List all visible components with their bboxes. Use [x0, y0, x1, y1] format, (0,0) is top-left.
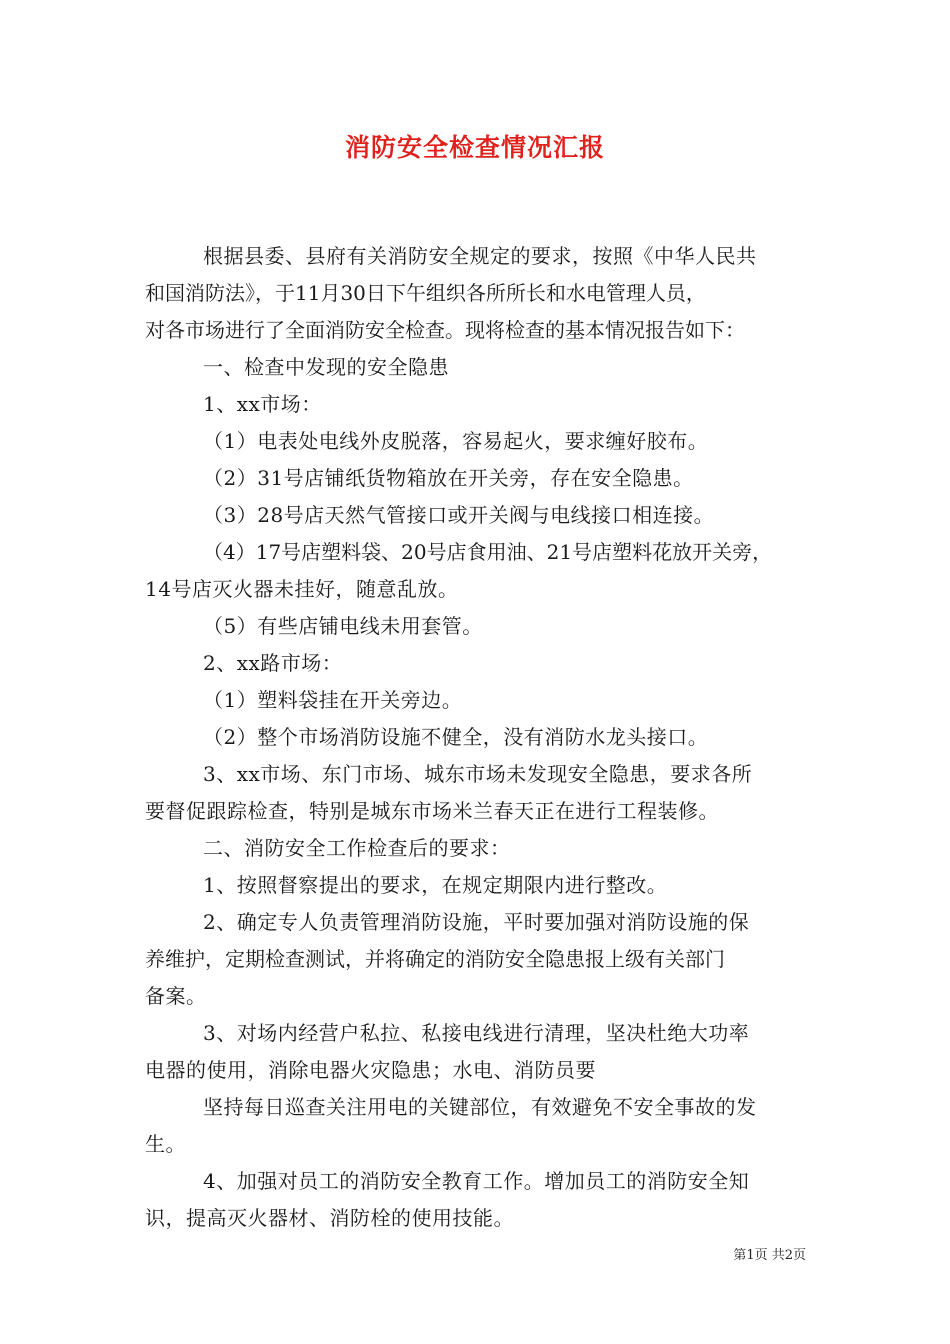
text-line: 4、加强对员工的消防安全教育工作。增加员工的消防安全知 [203, 1169, 750, 1193]
text-line: 3、xx市场、东门市场、城东市场未发现安全隐患，要求各所 [203, 762, 753, 786]
text-line: 生。 [145, 1132, 186, 1156]
text-line: 备案。 [145, 984, 207, 1008]
text-line: 坚持每日巡查关注用电的关键部位，有效避免不安全事故的发 [203, 1095, 757, 1119]
text-line: （2）整个市场消防设施不健全，没有消防水龙头接口。 [203, 725, 709, 749]
text-line: 和国消防法》，于11月30日下午组织各所所长和水电管理人员， [145, 281, 706, 305]
text-line: 1、xx市场： [203, 392, 322, 416]
document-title: 消防安全检查情况汇报 [344, 133, 605, 162]
text-line: 电器的使用，消除电器火灾隐患；水电、消防员要 [145, 1058, 596, 1082]
text-line: 根据县委、县府有关消防安全规定的要求，按照《中华人民共 [203, 244, 757, 268]
document-body [145, 238, 810, 1237]
text-line: 养维护，定期检查测试，并将确定的消防安全隐患报上级有关部门 [145, 947, 725, 971]
page-number: 第1页 共2页 [733, 1248, 806, 1263]
text-line: （2）31号店铺纸货物箱放在开关旁，存在安全隐患。 [203, 466, 694, 490]
text-line: （3）28号店天然气管接口或开关阀与电线接口相连接。 [203, 503, 715, 527]
text-line: （4）17号店塑料袋、20号店食用油、21号店塑料花放开关旁， [203, 540, 773, 564]
text-line: 识，提高灭火器材、消防栓的使用技能。 [145, 1206, 514, 1230]
text-line: 二、消防安全工作检查后的要求： [203, 836, 511, 860]
text-line: 2、确定专人负责管理消防设施，平时要加强对消防设施的保 [203, 910, 750, 934]
text-line: （5）有些店铺电线未用套管。 [203, 614, 483, 638]
text-line: （1）电表处电线外皮脱落，容易起火，要求缠好胶布。 [203, 429, 709, 453]
text-line: 对各市场进行了全面消防安全检查。现将检查的基本情况报告如下： [145, 318, 745, 342]
text-line: 一、检查中发现的安全隐患 [203, 355, 449, 379]
text-line: 3、对场内经营户私拉、私接电线进行清理，坚决杜绝大功率 [203, 1021, 750, 1045]
text-line: （1）塑料袋挂在开关旁边。 [203, 688, 463, 712]
text-line: 2、xx路市场： [203, 651, 343, 675]
text-line: 14号店灭火器未挂好，随意乱放。 [145, 577, 459, 601]
text-line: 要督促跟踪检查，特别是城东市场米兰春天正在进行工程装修。 [145, 799, 719, 823]
text-line: 1、按照督察提出的要求，在规定期限内进行整改。 [203, 873, 668, 897]
